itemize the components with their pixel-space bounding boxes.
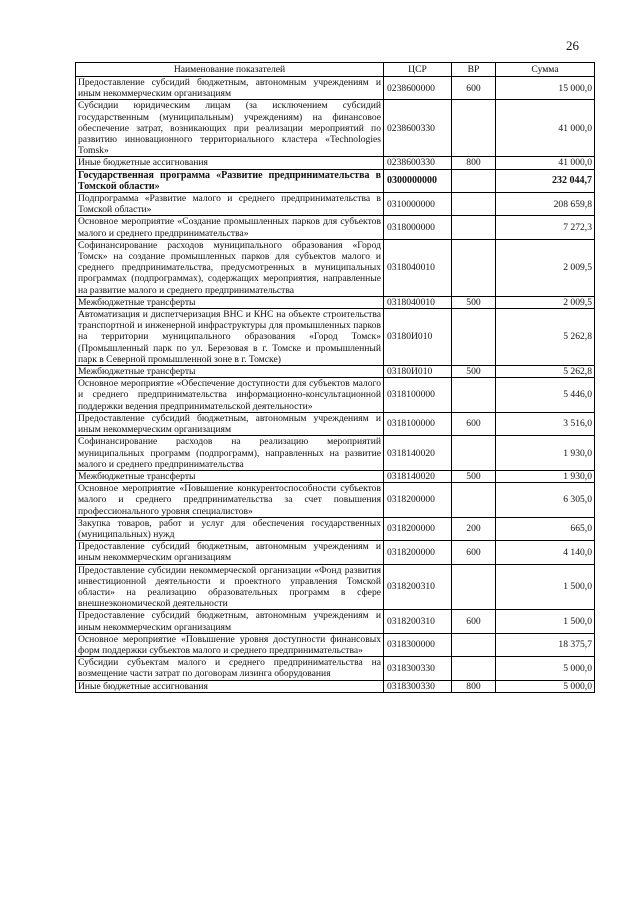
cell-vr: 600 — [452, 77, 496, 100]
table-body — [76, 77, 595, 693]
table-header-row — [76, 63, 595, 77]
cell-sum: 4 140,0 — [496, 541, 595, 564]
cell-csr: 0300000000 — [384, 169, 452, 192]
cell-sum: 5 262,8 — [496, 366, 595, 378]
cell-vr: 500 — [452, 470, 496, 482]
cell-sum: 1 500,0 — [496, 610, 595, 633]
cell-name: Софинансирование расходов на реализацию мероприятий муниципальных программ (подпрограмм), направленных на развитие малого и среднего предпринимательства — [76, 436, 384, 471]
cell-csr: 0238600330 — [384, 100, 452, 157]
cell-csr: 0318200310 — [384, 564, 452, 610]
cell-name: Межбюджетные трансферты — [76, 296, 384, 308]
cell-csr: 0318000000 — [384, 216, 452, 239]
header-sum: Сумма — [496, 63, 595, 77]
cell-name: Предоставление субсидии некоммерческой организации «Фонд развития инвестиционной деятельности и проектного управления Томской области» на реализацию образовательных программ в сфере внешнеэкономической деятельности — [76, 564, 384, 610]
cell-name: Основное мероприятие «Повышение конкурентоспособности субъектов малого и среднего предпринимательства за счет повышения профессионального уровня специалистов» — [76, 483, 384, 518]
cell-sum: 2 009,5 — [496, 239, 595, 296]
cell-vr — [452, 239, 496, 296]
cell-csr: 0238600000 — [384, 77, 452, 100]
cell-name: Иные бюджетные ассигнования — [76, 157, 384, 169]
cell-vr: 600 — [452, 412, 496, 435]
cell-csr: 03180И010 — [384, 309, 452, 366]
cell-vr — [452, 436, 496, 471]
cell-vr: 600 — [452, 541, 496, 564]
cell-sum: 5 262,8 — [496, 309, 595, 366]
table-row — [76, 564, 595, 610]
table-row — [76, 309, 595, 366]
cell-sum: 5 446,0 — [496, 378, 595, 413]
cell-csr: 0318200000 — [384, 541, 452, 564]
cell-sum: 665,0 — [496, 517, 595, 540]
budget-table — [75, 62, 595, 693]
header-csr: ЦСР — [384, 63, 452, 77]
cell-name: Предоставление субсидий бюджетным, автономным учреждениям и иным некоммерческим организациям — [76, 77, 384, 100]
table-row — [76, 193, 595, 216]
cell-vr — [452, 216, 496, 239]
cell-vr — [452, 309, 496, 366]
cell-sum: 7 272,3 — [496, 216, 595, 239]
cell-name: Предоставление субсидий бюджетным, автономным учреждениям и иным некоммерческим организациям — [76, 541, 384, 564]
cell-name: Государственная программа «Развитие предпринимательства в Томской области» — [76, 169, 384, 192]
table-row — [76, 657, 595, 680]
table-row — [76, 378, 595, 413]
cell-sum: 18 375,7 — [496, 633, 595, 656]
cell-csr: 03180И010 — [384, 366, 452, 378]
cell-name: Автоматизация и диспетчеризация ВНС и КНС на объекте строительства транспортной и инженерной инфраструктуры для промышленных парков на территории муниципального образования «Город Томск» (Промышленный парк по ул. Березовая в г. Томске и промышленный парк в Северной промышленной зоне в г. Томске) — [76, 309, 384, 366]
cell-vr: 500 — [452, 296, 496, 308]
cell-name: Межбюджетные трансферты — [76, 470, 384, 482]
table-row — [76, 169, 595, 192]
table-row — [76, 157, 595, 169]
cell-name: Софинансирование расходов муниципального образования «Город Томск» на создание промышленных парков для субъектов малого и среднего предпринимательства, предусмотренных в муниципальных программах (подпрограммах), содержащих мероприятия, направленные на развитие малого и среднего предпринимательства — [76, 239, 384, 296]
cell-vr — [452, 483, 496, 518]
table-row — [76, 412, 595, 435]
table-row — [76, 77, 595, 100]
cell-vr: 800 — [452, 157, 496, 169]
cell-vr — [452, 378, 496, 413]
cell-name: Предоставление субсидий бюджетным, автономным учреждениям и иным некоммерческим организациям — [76, 412, 384, 435]
cell-csr: 0318100000 — [384, 412, 452, 435]
cell-sum: 1 930,0 — [496, 436, 595, 471]
cell-csr: 0318300000 — [384, 633, 452, 656]
table-row — [76, 610, 595, 633]
header-vr: ВР — [452, 63, 496, 77]
page-number: 26 — [566, 38, 579, 53]
cell-name: Основное мероприятие «Повышение уровня доступности финансовых форм поддержки субъектов малого и среднего предпринимательства» — [76, 633, 384, 656]
cell-csr: 0318200000 — [384, 483, 452, 518]
cell-name: Основное мероприятие «Создание промышленных парков для субъектов малого и среднего предпринимательства» — [76, 216, 384, 239]
cell-csr: 0238600330 — [384, 157, 452, 169]
cell-csr: 0318200000 — [384, 517, 452, 540]
cell-vr: 500 — [452, 366, 496, 378]
table-row — [76, 216, 595, 239]
table-row — [76, 239, 595, 296]
cell-csr: 0318040010 — [384, 296, 452, 308]
cell-sum: 41 000,0 — [496, 157, 595, 169]
cell-sum: 208 659,8 — [496, 193, 595, 216]
cell-vr — [452, 633, 496, 656]
cell-vr: 800 — [452, 680, 496, 692]
header-name: Наименование показателей — [76, 63, 384, 77]
cell-vr — [452, 169, 496, 192]
cell-csr: 0318100000 — [384, 378, 452, 413]
cell-name: Субсидии субъектам малого и среднего предпринимательства на возмещение части затрат по договорам лизинга оборудования — [76, 657, 384, 680]
cell-sum: 5 000,0 — [496, 680, 595, 692]
cell-sum: 41 000,0 — [496, 100, 595, 157]
cell-csr: 0310000000 — [384, 193, 452, 216]
cell-name: Предоставление субсидий бюджетным, автономным учреждениям и иным некоммерческим организациям — [76, 610, 384, 633]
cell-vr: 600 — [452, 610, 496, 633]
cell-csr: 0318140020 — [384, 470, 452, 482]
cell-csr: 0318200310 — [384, 610, 452, 633]
table-row — [76, 541, 595, 564]
cell-vr: 200 — [452, 517, 496, 540]
cell-csr: 0318140020 — [384, 436, 452, 471]
table-row — [76, 483, 595, 518]
cell-sum: 6 305,0 — [496, 483, 595, 518]
table-row — [76, 436, 595, 471]
table-row — [76, 470, 595, 482]
cell-sum: 15 000,0 — [496, 77, 595, 100]
cell-sum: 3 516,0 — [496, 412, 595, 435]
cell-sum: 1 930,0 — [496, 470, 595, 482]
cell-name: Закупка товаров, работ и услуг для обеспечения государственных (муниципальных) нужд — [76, 517, 384, 540]
cell-csr: 0318300330 — [384, 657, 452, 680]
cell-name: Основное мероприятие «Обеспечение доступности для субъектов малого и среднего предпринимательства информационно-консультационной поддержки ведения предпринимательской деятельности» — [76, 378, 384, 413]
table-row — [76, 680, 595, 692]
cell-csr: 0318040010 — [384, 239, 452, 296]
table-row — [76, 296, 595, 308]
table-row — [76, 100, 595, 157]
table-row — [76, 517, 595, 540]
cell-vr — [452, 564, 496, 610]
cell-name: Иные бюджетные ассигнования — [76, 680, 384, 692]
cell-name: Субсидии юридическим лицам (за исключением субсидий государственным (муниципальным) учреждениям) на финансовое обеспечение затрат, возникающих при реализации мероприятий по развитию инновационного территориального кластера «Technologies Tomsk» — [76, 100, 384, 157]
cell-vr — [452, 193, 496, 216]
cell-name: Межбюджетные трансферты — [76, 366, 384, 378]
cell-sum: 2 009,5 — [496, 296, 595, 308]
cell-name: Подпрограмма «Развитие малого и среднего предпринимательства в Томской области» — [76, 193, 384, 216]
table-row — [76, 633, 595, 656]
cell-sum: 1 500,0 — [496, 564, 595, 610]
cell-vr — [452, 100, 496, 157]
cell-vr — [452, 657, 496, 680]
cell-sum: 5 000,0 — [496, 657, 595, 680]
cell-sum: 232 044,7 — [496, 169, 595, 192]
table-row — [76, 366, 595, 378]
cell-csr: 0318300330 — [384, 680, 452, 692]
